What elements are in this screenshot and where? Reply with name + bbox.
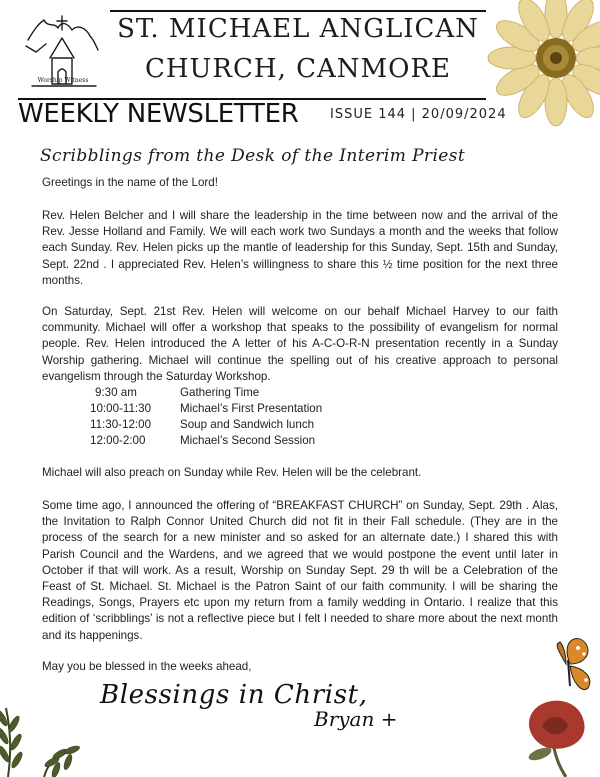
schedule-event: Michael’s First Presentation <box>180 402 323 415</box>
signature: Bryan + <box>314 707 398 731</box>
church-name-line1: ST. MICHAEL ANGLICAN <box>117 14 479 44</box>
butterfly-rose-decoration <box>508 630 600 777</box>
paragraph-preaching: Michael will also preach on Sunday while Rev. Helen will be the celebrant. <box>42 466 422 479</box>
paragraph-leadership: Rev. Helen Belcher and I will share the leadership in the time between now and the arrival of the Rev. Jesse Holland and Family. We will each work two Sundays a month and the weeks that follow each Sunday. Rev. Helen picks up the mantle of leadership for this Sunday, Sept. 15th and Sunday, Sept. 22nd . I appreciated Rev. Helen’s willingness to share this ½ time position for the next three months. <box>42 209 558 287</box>
closing-blessing: Blessings in Christ, <box>100 680 368 710</box>
church-name-line2: CHURCH, CANMORE <box>144 54 452 84</box>
schedule-time: 9:30 am <box>95 386 137 399</box>
schedule-time: 11:30-12:00 <box>90 418 152 431</box>
butterfly-icon <box>557 638 590 689</box>
paragraph-breakfast-church: Some time ago, I announced the offering of “BREAKFAST CHURCH” on Sunday, Sept. 29th . Alas, the Invitation to Ralph Connor United Church did not fit in their Fall schedule. (They are in the process of the search for a new minister and so asked for an alternate date.) I shared this with Parish Council and the Wardens, and we agreed that we would postpone the event until later in October if that will work. As a result, Worship on Sunday Sept. 29 th will be a Celebration of the Feast of St. Michael. St. Michael is the Patron Saint of our faith community. I will be sharing the Readings, Songs, Prayers etc upon my return from a family wedding in Ontario. I realize that this edition of ‘scribblings’ is not a reflective piece but I felt I needed to share more about the next month and its happenings. <box>42 499 558 642</box>
newsletter-title: WEEKLY NEWSLETTER <box>18 99 299 129</box>
schedule-event: Michael’s Second Session <box>180 434 316 447</box>
rose-icon <box>527 701 585 777</box>
issue-number-date: ISSUE 144 | 20/09/2024 <box>330 107 507 122</box>
schedule-time: 10:00-11:30 <box>90 402 152 415</box>
section-heading: Scribblings from the Desk of the Interim Priest <box>40 146 466 166</box>
church-logo <box>24 10 102 96</box>
schedule-time: 12:00-2:00 <box>90 434 146 447</box>
greeting: Greetings in the name of the Lord! <box>42 176 218 189</box>
header-top-rule <box>110 10 486 12</box>
paragraph-workshop: On Saturday, Sept. 21st Rev. Helen will welcome on our behalf Michael Harvey to our faith community. Michael will offer a workshop that speaks to the possibility of evangelism for normal people. Rev. Helen introduced the A letter of his A-C-O-R-N presentation recently in a Sunday Worship gathering. Michael will continue the spelling out of his creative approach to personal evangelism through the Saturday Workshop. <box>42 305 558 383</box>
pressed-flower-decoration <box>486 0 600 156</box>
logo-tagline: Worship Witness <box>37 77 89 84</box>
pressed-leaves-decoration <box>0 658 92 777</box>
schedule-event: Gathering Time <box>180 386 260 399</box>
closing-line: May you be blessed in the weeks ahead, <box>42 660 252 673</box>
schedule-event: Soup and Sandwich lunch <box>180 418 315 431</box>
